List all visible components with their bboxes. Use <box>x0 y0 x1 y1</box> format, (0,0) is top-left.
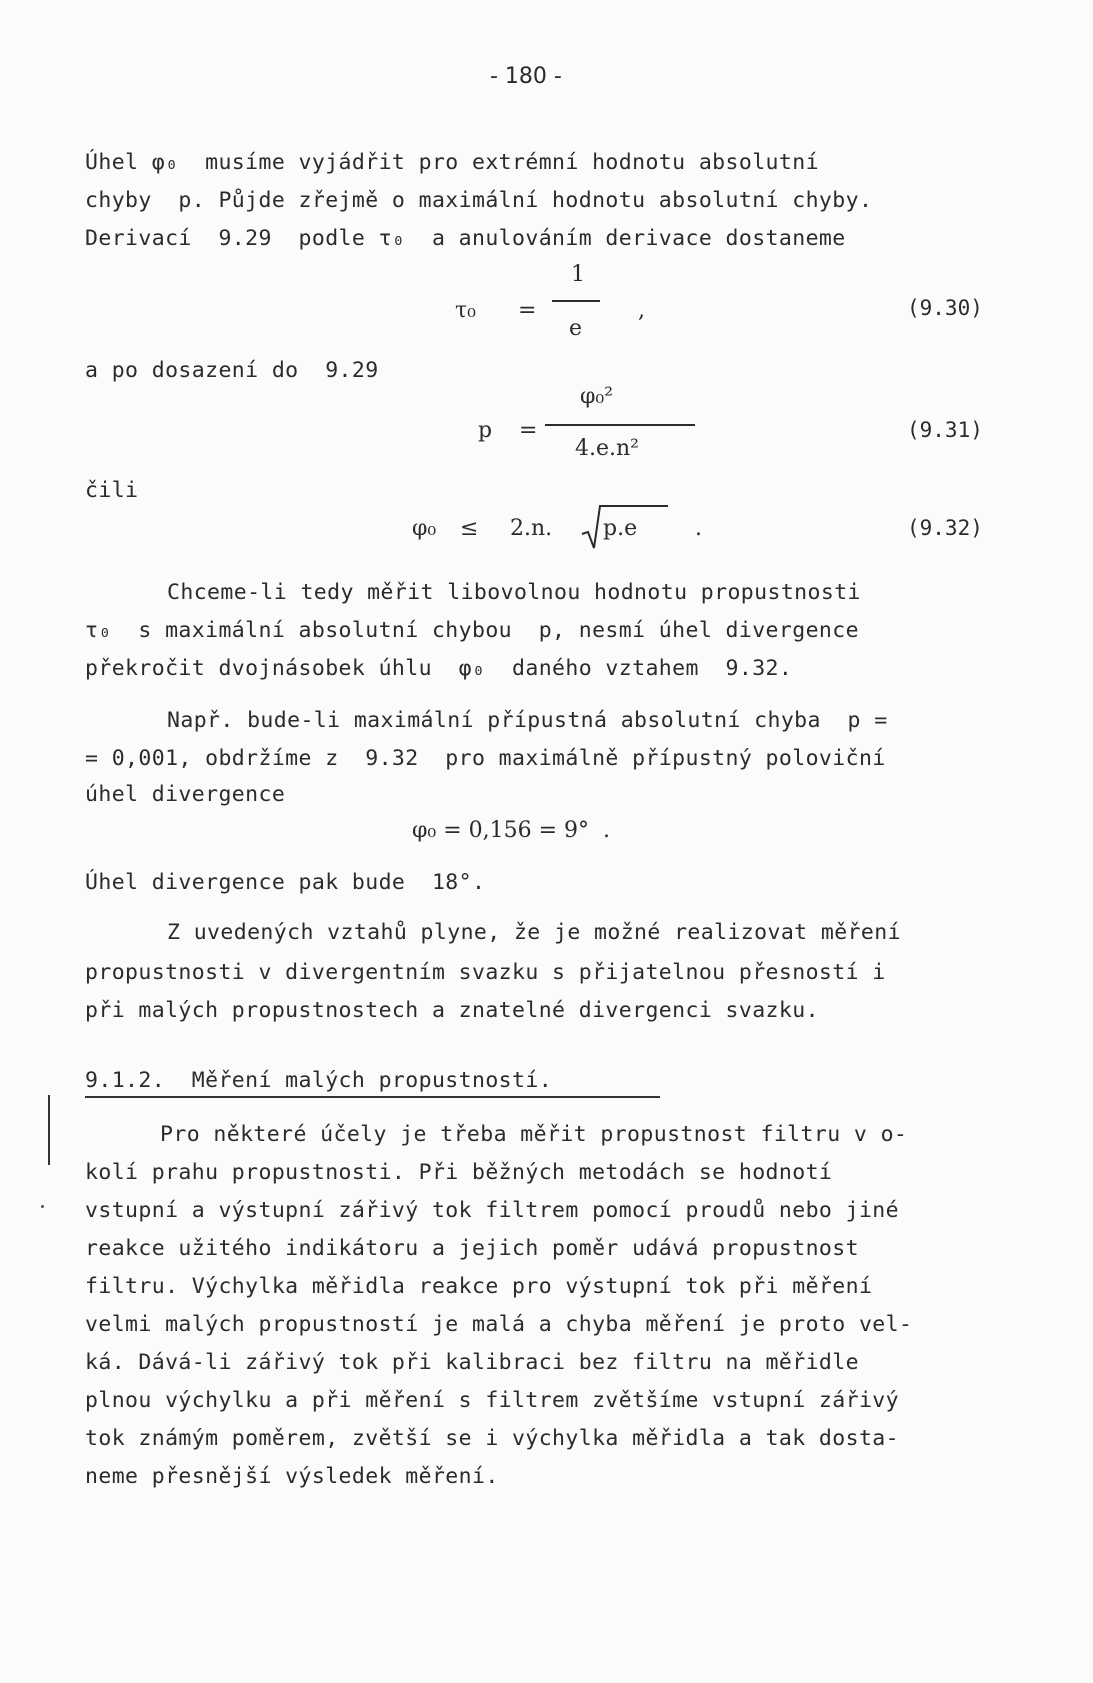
eq931-fraction-bar <box>545 424 695 426</box>
eq932-period: . <box>695 516 702 541</box>
eq931-lhs: p <box>478 418 493 443</box>
paragraph-2-line-3: překročit dvojnásobek úhlu φ₀ daného vztahem 9.32. <box>85 656 793 681</box>
page-number: - 180 - <box>490 64 562 89</box>
eq931-numerator: φ₀² <box>580 384 614 409</box>
paragraph-5-line-3: vstupní a výstupní zářivý tok filtrem pomocí proudů nebo jiné <box>85 1198 899 1223</box>
divergence-angle-text: Úhel divergence pak bude 18°. <box>85 870 486 895</box>
eq932-lhs: φ₀ <box>412 516 437 541</box>
eq930-lhs: τ₀ <box>455 298 476 323</box>
paragraph-4-line-1: Z uvedených vztahů plyne, že je možné realizovat měření <box>167 920 901 945</box>
paragraph-5-line-10: neme přesnější výsledek měření. <box>85 1464 499 1489</box>
paragraph-3-line-1: Např. bude-li maximální přípustná absolutní chyba p = <box>167 708 888 733</box>
eq932-radicand: p.e <box>603 516 638 541</box>
paragraph-5-line-2: kolí prahu propustnosti. Při běžných metodách se hodnotí <box>85 1160 833 1185</box>
margin-mark <box>48 1095 50 1165</box>
eq930-comma: , <box>638 298 645 323</box>
substitution-text: a po dosazení do 9.29 <box>85 358 379 383</box>
eq930-numerator: 1 <box>571 262 585 287</box>
paragraph-5-line-6: velmi malých propustností je malá a chyba měření je proto vel- <box>85 1312 913 1337</box>
section-heading-underline <box>85 1096 660 1098</box>
eq932-operator: ≤ <box>460 516 479 541</box>
paragraph-4-line-2: propustnosti v divergentním svazku s přijatelnou přesností i <box>85 960 886 985</box>
paragraph-5-line-4: reakce užitého indikátoru a jejich poměr udává propustnost <box>85 1236 859 1261</box>
eq930-number: (9.30) <box>907 296 983 320</box>
cili-text: čili <box>85 478 139 503</box>
paragraph-2-line-2: τ₀ s maximální absolutní chybou p, nesmí úhel divergence <box>85 618 859 643</box>
paragraph-3-line-2: = 0,001, obdržíme z 9.32 pro maximálně přípustný poloviční <box>85 746 886 771</box>
eq931-operator: = <box>519 418 538 443</box>
paragraph-1-line-2: chyby p. Půjde zřejmě o maximální hodnotu absolutní chyby. <box>85 188 873 213</box>
eq931-number: (9.31) <box>907 418 983 442</box>
margin-speck <box>41 1205 44 1208</box>
section-heading: 9.1.2. Měření malých propustností. <box>85 1068 553 1093</box>
eq930-operator: = <box>518 298 537 323</box>
paragraph-3-line-3: úhel divergence <box>85 782 286 807</box>
paragraph-5-line-1: Pro některé účely je třeba měřit propustnost filtru v o- <box>160 1122 908 1147</box>
phi-result-equation: φ₀ = 0,156 = 9° . <box>412 818 611 843</box>
eq932-coefficient: 2.n. <box>510 516 553 541</box>
paragraph-5-line-9: tok známým poměrem, zvětší se i výchylka měřidla a tak dosta- <box>85 1426 899 1451</box>
paragraph-4-line-3: při malých propustnostech a znatelné divergenci svazku. <box>85 998 819 1023</box>
eq930-fraction-bar <box>552 300 600 302</box>
paragraph-5-line-7: ká. Dává-li zářivý tok při kalibraci bez filtru na měřidle <box>85 1350 859 1375</box>
eq931-denominator: 4.e.n² <box>575 436 639 461</box>
paragraph-5-line-5: filtru. Výchylka měřidla reakce pro výstupní tok při měření <box>85 1274 873 1299</box>
paragraph-1-line-1: Úhel φ₀ musíme vyjádřit pro extrémní hodnotu absolutní <box>85 150 819 175</box>
eq932-number: (9.32) <box>907 516 983 540</box>
paragraph-1-line-3: Derivací 9.29 podle τ₀ a anulováním derivace dostaneme <box>85 226 846 251</box>
paragraph-2-line-1: Chceme-li tedy měřit libovolnou hodnotu propustnosti <box>167 580 861 605</box>
eq930-denominator: e <box>569 316 583 341</box>
paragraph-5-line-8: plnou výchylku a při měření s filtrem zvětšíme vstupní zářivý <box>85 1388 899 1413</box>
